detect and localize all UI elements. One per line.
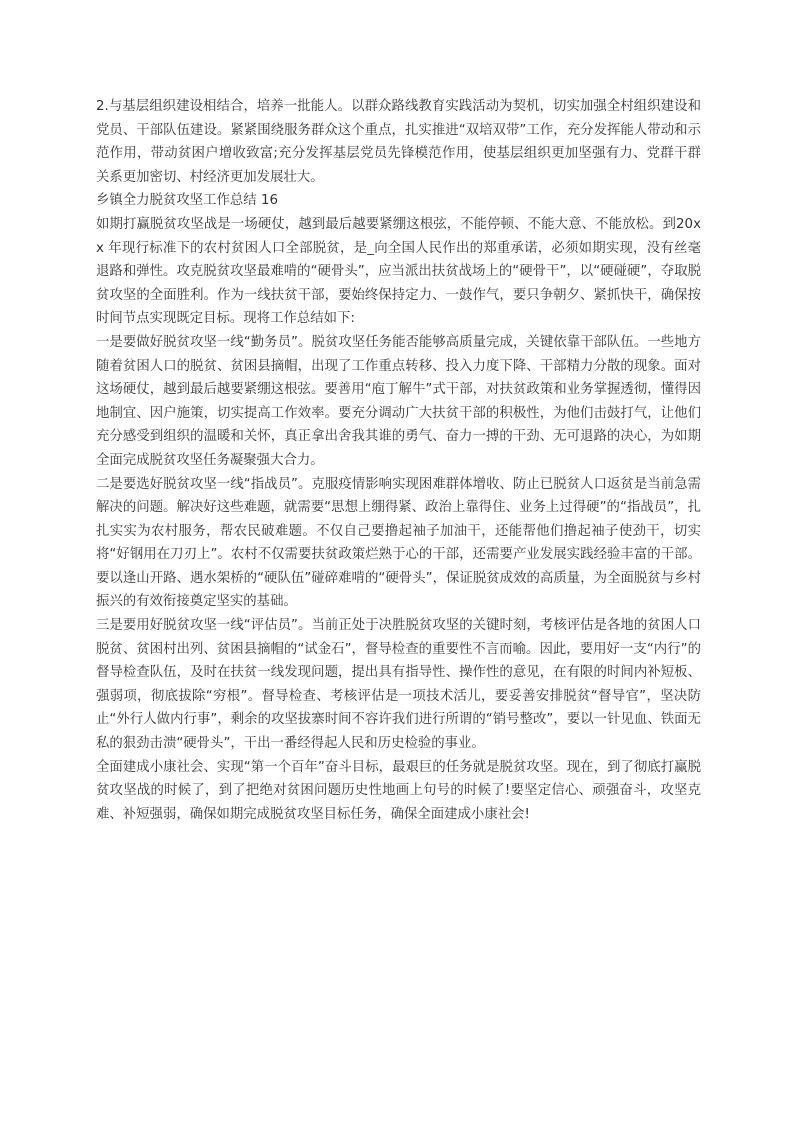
paragraph-point-one: 一是要做好脱贫攻坚一线“勤务员”。脱贫攻坚任务能否能够高质量完成，关键依靠干部队伍。一些地方随着贫困人口的脱贫、贫困县摘帽，出现了工作重点转移、投入力度下降、干部精力分散的现象。面对这场硬仗，越到最后越要紧绷这根弦。要善用“庖丁解牛”式干部，对扶贫政策和业务掌握透彻，懂得因地制宜、因户施策，切实提高工作效率。要充分调动广大扶贫干部的积极性，为他们击鼓打气，让他们充分感受到组织的温暖和关怀，真正拿出舍我其谁的勇气、奋力一搏的干劲、无可退路的决心，为如期全面完成脱贫攻坚任务凝聚强大合力。	[96, 334, 701, 468]
document-body	[96, 95, 701, 826]
paragraph-point-three: 三是要用好脱贫攻坚一线“评估员”。当前正处于决胜脱贫攻坚的关键时刻，考核评估是各地的贫困人口脱贫、贫困村出列、贫困县摘帽的“试金石”，督导检查的重要性不言而喻。因此，要用好一支“内行”的督导检查队伍，及时在扶贫一线发现问题，提出具有指导性、操作性的意见，在有限的时间内补短板、强弱项，彻底拔除“穷根”。督导检查、考核评估是一项技术活儿，要妥善安排脱贫“督导官”，坚决防止“外行人做内行事”，剩余的攻坚拔寨时间不容许我们进行所谓的“销号整改”，要以一针见血、铁面无私的狠劲击溃“硬骨头”，干出一番经得起人民和历史检验的事业。	[96, 618, 701, 752]
paragraph-point-two: 二是要选好脱贫攻坚一线“指战员”。克服疫情影响实现困难群体增收、防止已脱贫人口返贫是当前急需解决的问题。解决好这些难题，就需要“思想上绷得紧、政治上靠得住、业务上过得硬”的“指战员”，扎扎实实为农村服务，帮农民破难题。不仅自己要撸起袖子加油干，还能帮他们撸起袖子使劲干，切实将“好钢用在刀刃上”。农村不仅需要扶贫政策烂熟于心的干部，还需要产业发展实践经验丰富的干部。要以逢山开路、遇水架桥的“硬队伍”碰碎难啃的“硬骨头”，保证脱贫成效的高质量，为全面脱贫与乡村振兴的有效衔接奠定坚实的基础。	[96, 476, 701, 610]
paragraph-conclusion: 全面建成小康社会、实现“第一个百年”奋斗目标，最艰巨的任务就是脱贫攻坚。现在，到了彻底打赢脱贫攻坚战的时候了，到了把绝对贫困问题历史性地画上句号的时候了!要坚定信心、顽强奋斗，攻坚克难、补短强弱，确保如期完成脱贫攻坚目标任务，确保全面建成小康社会!	[96, 759, 701, 822]
paragraph-grassroots-organization: 2.与基层组织建设相结合，培养一批能人。以群众路线教育实践活动为契机，切实加强全村组织建设和党员、干部队伍建设。紧紧围绕服务群众这个重点，扎实推进“双培双带”工作，充分发挥能人带动和示范作用，带动贫困户增收致富;充分发挥基层党员先锋模范作用，使基层组织更加坚强有力、党群干群关系更加密切、村经济更加发展壮大。	[96, 99, 701, 185]
section-heading: 乡镇全力脱贫攻坚工作总结 16	[96, 193, 278, 209]
paragraph-introduction: 如期打赢脱贫攻坚战是一场硬仗，越到最后越要紧绷这根弦，不能停顿、不能大意、不能放松。到20xx 年现行标准下的农村贫困人口全部脱贫，是_向全国人民作出的郑重承诺，必须如期实现，没有丝毫退路和弹性。攻克脱贫攻坚最难啃的“硬骨头”，应当派出扶贫战场上的“硬骨干”，以“硬碰硬”，夺取脱贫攻坚的全面胜利。作为一线扶贫干部，要始终保持定力、一鼓作气，要只争朝夕、紧抓快干，确保按时间节点实现既定目标。现将工作总结如下:	[96, 216, 701, 327]
